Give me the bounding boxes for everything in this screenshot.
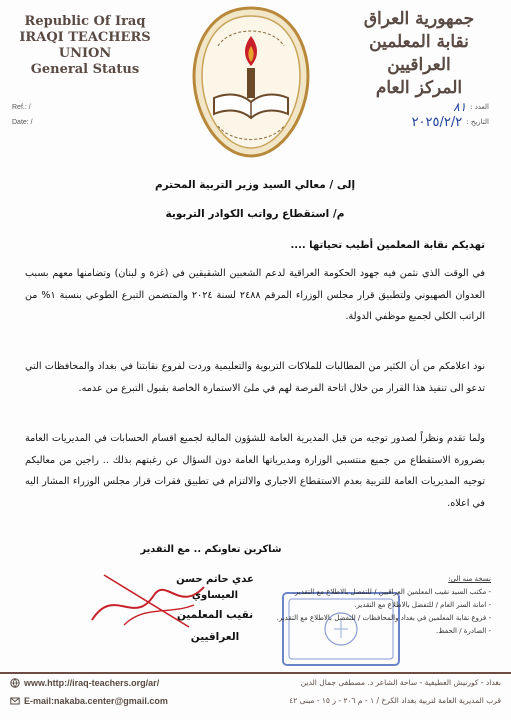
number-label: العدد : [470, 103, 489, 111]
cc-heading: نسخة منه الى: [448, 575, 491, 583]
header-en-union: IRAQI TEACHERS UNION [19, 30, 151, 61]
date-ar-label: التاريخ : [466, 118, 489, 126]
footer-divider [0, 672, 511, 674]
union-logo [192, 6, 310, 158]
number-value: ٨١ [453, 100, 467, 114]
header-en-status: General Status [30, 62, 140, 77]
signatory-name: عدي حاتم حسن العيساوي [176, 574, 254, 601]
header-ar-union: نقابة المعلمين العراقيين [369, 32, 469, 75]
header-english [10, 14, 160, 78]
footer-email[interactable] [10, 696, 168, 706]
paragraph-2: نود اعلامكم من أن الكثير من المطالبات للملاكات التربوية والتعليمية وردت لفروع نقابتنا في بغداد والمحافظات التي تدعو الى تنفيذ هذا القرار من خلال اتاحة الفرصة لهم في ملئ الاستمارة الخاصة بقبول التبرع من عدمه. [25, 361, 485, 394]
cc-item: - امانة السر العام / للتفضل بالاطلاع مع التقدير. [354, 601, 491, 609]
globe-icon [10, 678, 20, 688]
header-ar-status: المركز العام [375, 78, 463, 98]
greeting: تهديكم نقابة المعلمين أطيب تحياتها .... [290, 240, 485, 251]
date-value: ٢٠٢٥/٢/٢ [411, 115, 463, 130]
cc-item: - فروع نقابة المعلمين في بغداد والمحافظات / للتفضل بالاطلاع مع التقدير. [276, 614, 491, 622]
number-date-block [339, 100, 489, 130]
subject: م/ استقطاع رواتب الكوادر التربوية [165, 208, 345, 220]
header-en-country: Republic Of Iraq [24, 14, 146, 29]
footer-website[interactable] [10, 678, 159, 688]
footer-address-2: قرب المديرية العامة لتربية بغداد الكرخ / ١ - م ٢٠٦ - ز ١٥ - مبنى ٤٢ [289, 696, 501, 705]
cc-item: - مكتب السيد نقيب المعلمين العراقيين / للتفضل بالاطلاع مع التقدير. [292, 588, 491, 596]
cc-list [276, 573, 491, 638]
header-arabic [339, 8, 499, 100]
paragraph-3: ولما تقدم ونظراً لصدور توجيه من قبل المديرية العامة للشؤون المالية لجميع اقسام الحسابات في المديريات العامة بضرورة الاستقطاع من جميع منتسبي الوزارة ومديرياتها العامة دون السؤال عن رغبتهم بذلك .. راجين من معاليكم توجيه المديريات العامة للتربية بعدم الاستقطاع الاجباري والالتزام في تطبيق فقرات قرار مجلس الوزراء المشار اليه في اعلاه. [25, 433, 485, 509]
footer-address-1: بغداد - كورنيش العطيفية - ساحة الشاعر د. مصطفى جمال الدين [300, 678, 501, 687]
signatory-title: نقيب المعلمين العراقيين [176, 609, 254, 643]
cc-item: - الصادرة / الحفظ. [435, 627, 491, 635]
header-ar-country: جمهورية العراق [363, 9, 475, 29]
ref-label: Ref.: / [12, 104, 31, 111]
signature-block [152, 572, 278, 648]
closing-thanks: شاكرين تعاونكم .. مع التقدير [140, 544, 282, 555]
paragraph-1: في الوقت الذي نثمن فيه جهود الحكومة العراقية لدعم الشعبين الشقيقين في (غزة و لبنان) وتضامنها معهم بسبب العدوان الصهيوني ولتطبيق قرار مجلس الوزراء المرقم ٢٤٨٨ لسنة ٢٠٢٤ والمتضمن التبرع الطوعي بنسبة ١% من الراتب الكلي لجميع موظفي الدولة. [25, 268, 485, 322]
ref-block [12, 100, 33, 130]
addressee: إلى / معالي السيد وزير التربية المحترم [154, 179, 356, 191]
website-text: www.http://iraq-teachers.org/ar/ [24, 678, 160, 688]
envelope-icon [10, 696, 20, 706]
email-text: E-mail:nakaba.center@gmail.com [24, 696, 168, 706]
date-label: Date: / [12, 119, 33, 126]
